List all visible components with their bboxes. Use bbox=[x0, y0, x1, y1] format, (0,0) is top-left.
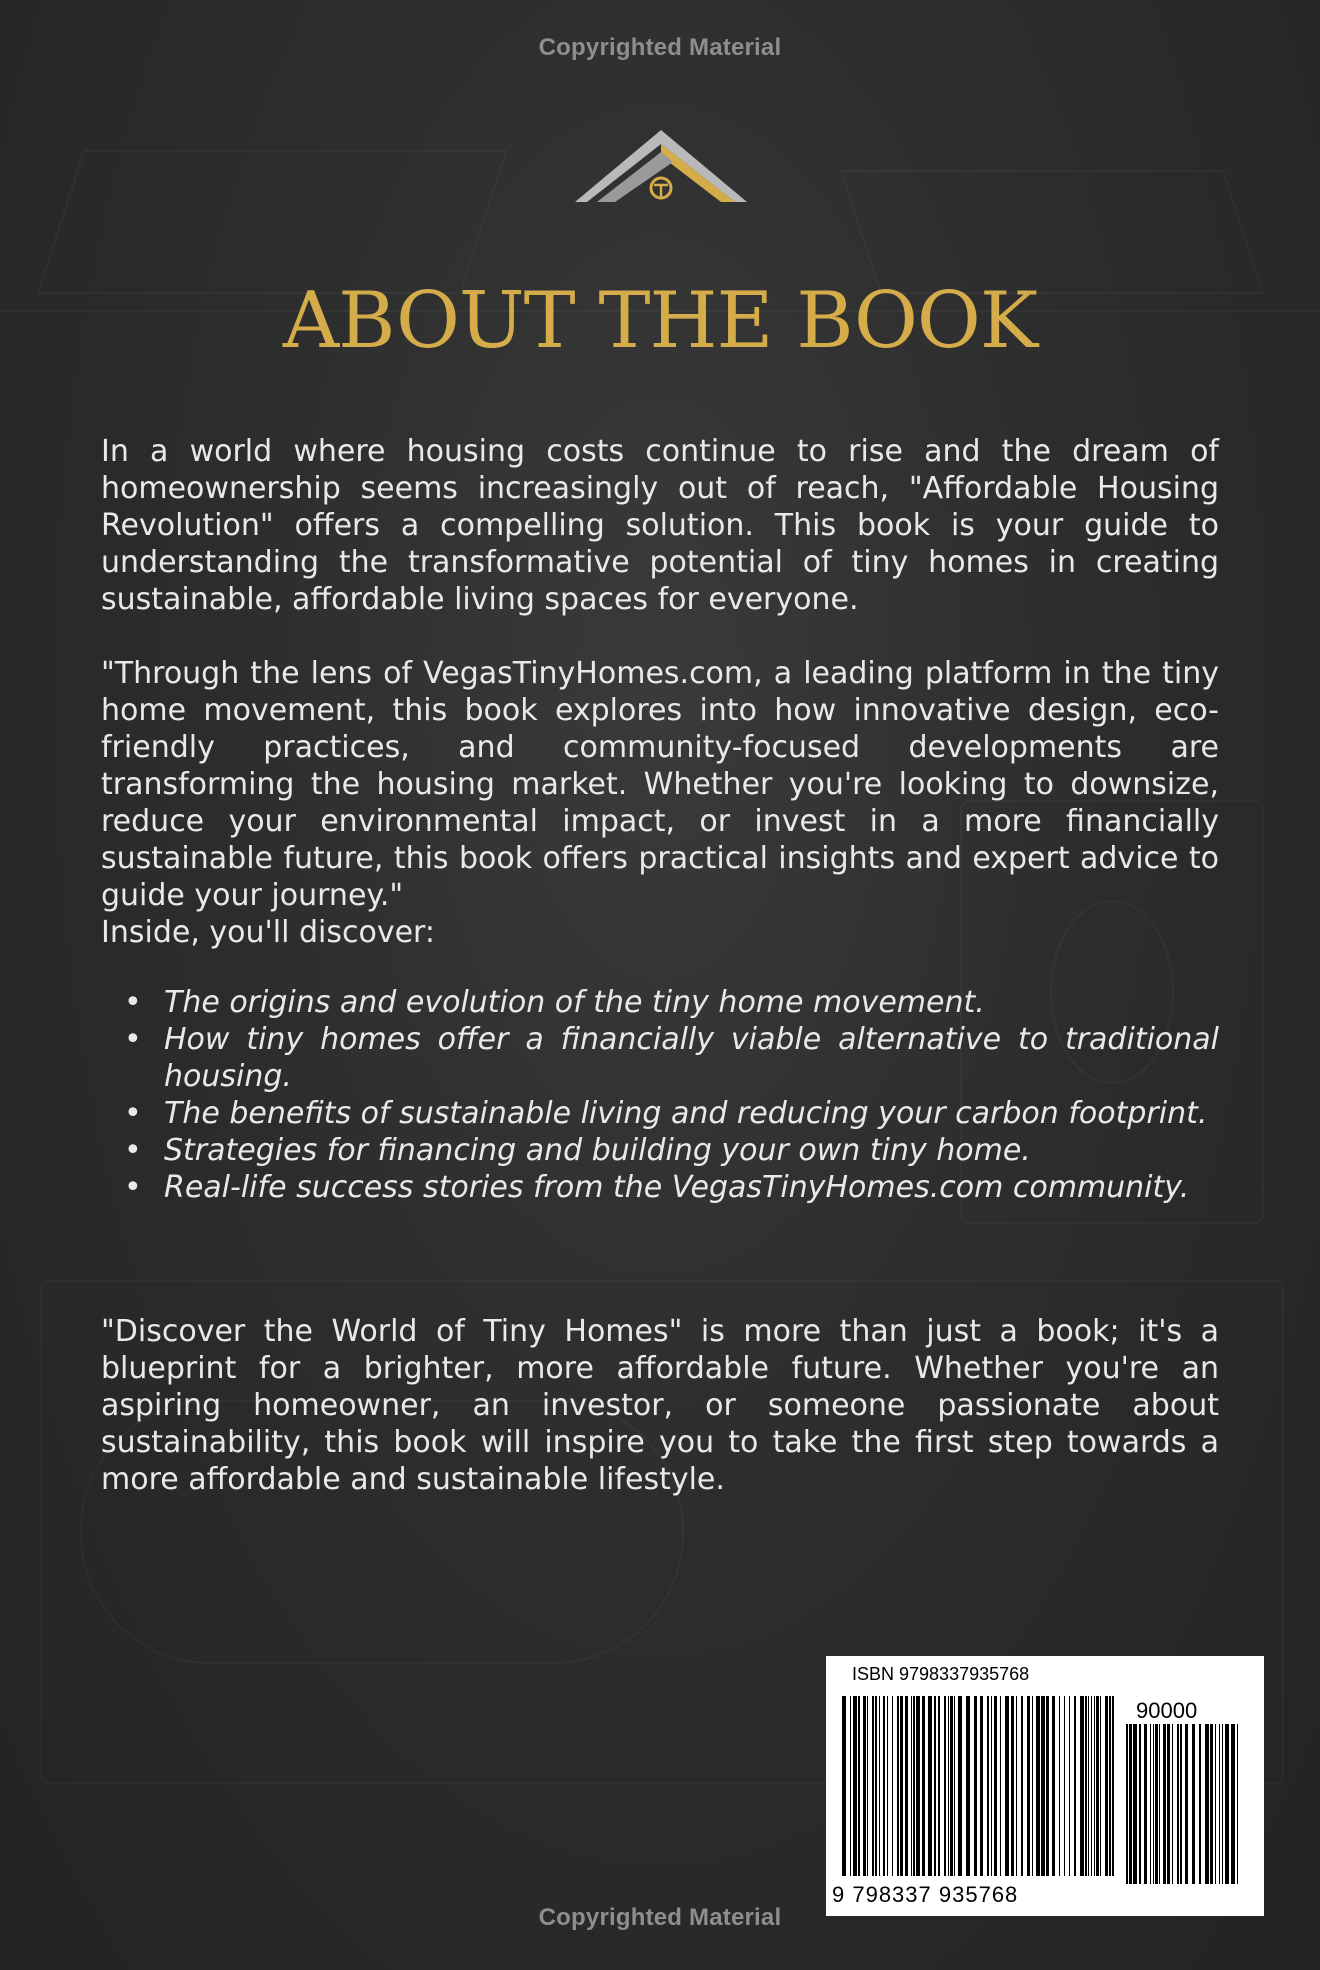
list-item: • Real-life success stories from the VegasTinyHomes.com community. bbox=[124, 1170, 1190, 1205]
bullet-icon: • bbox=[124, 1133, 142, 1168]
copyright-watermark-top: Copyrighted Material bbox=[538, 34, 782, 61]
copyright-watermark-bottom: Copyrighted Material bbox=[538, 1904, 782, 1931]
bullet-icon: • bbox=[124, 985, 142, 1020]
barcode-supplement-icon bbox=[1120, 1724, 1244, 1894]
list-item: • The benefits of sustainable living and reducing your carbon footprint. bbox=[124, 1096, 1208, 1131]
barcode-digits: 9 798337 935768 bbox=[832, 1882, 1019, 1907]
closing-paragraph: "Discover the World of Tiny Homes" is more than just a book; it's a blueprint for a brighter, more affordable future. Whether you're an aspiring homeowner, an investor, or someone passionate about sustainability, this book will inspire you to take the first step towards a more affordable and sustainable lifestyle. bbox=[101, 1314, 1219, 1497]
inside-intro: Inside, you'll discover: bbox=[101, 915, 435, 950]
isbn-barcode bbox=[826, 1656, 1264, 1916]
isbn-label: ISBN 9798337935768 bbox=[852, 1664, 1030, 1684]
price-code: 90000 bbox=[1136, 1698, 1198, 1723]
barcode-main-icon bbox=[836, 1696, 1122, 1892]
intro-paragraph: In a world where housing costs continue to rise and the dream of homeownership seems increasingly out of reach, "Affordable Housing Revolution" offers a compelling solution. This book is your guide to understanding the transformative potential of tiny homes in creating sustainable, affordable living spaces for everyone. bbox=[101, 434, 1219, 617]
list-item: • Strategies for financing and building your own tiny home. bbox=[124, 1133, 1031, 1168]
bullet-icon: • bbox=[124, 1022, 142, 1057]
platform-paragraph: "Through the lens of VegasTinyHomes.com, a leading platform in the tiny home movement, this book explores into how innovative design, eco-friendly practices, and community-focused developments are transforming the housing market. Whether you're looking to downsize, reduce your environmental impact, or invest in a more financially sustainable future, this book offers practical insights and expert advice to guide your journey." bbox=[101, 656, 1219, 913]
page-title: ABOUT THE BOOK bbox=[282, 276, 1038, 366]
house-roof-logo-icon bbox=[575, 130, 747, 212]
list-item: • How tiny homes offer a financially viable alternative to traditional housing. bbox=[124, 1022, 1219, 1094]
background-roof-line bbox=[37, 150, 508, 294]
discover-list bbox=[120, 984, 1219, 1206]
list-item: • The origins and evolution of the tiny home movement. bbox=[124, 985, 985, 1020]
bullet-icon: • bbox=[124, 1170, 142, 1205]
bullet-icon: • bbox=[124, 1096, 142, 1131]
